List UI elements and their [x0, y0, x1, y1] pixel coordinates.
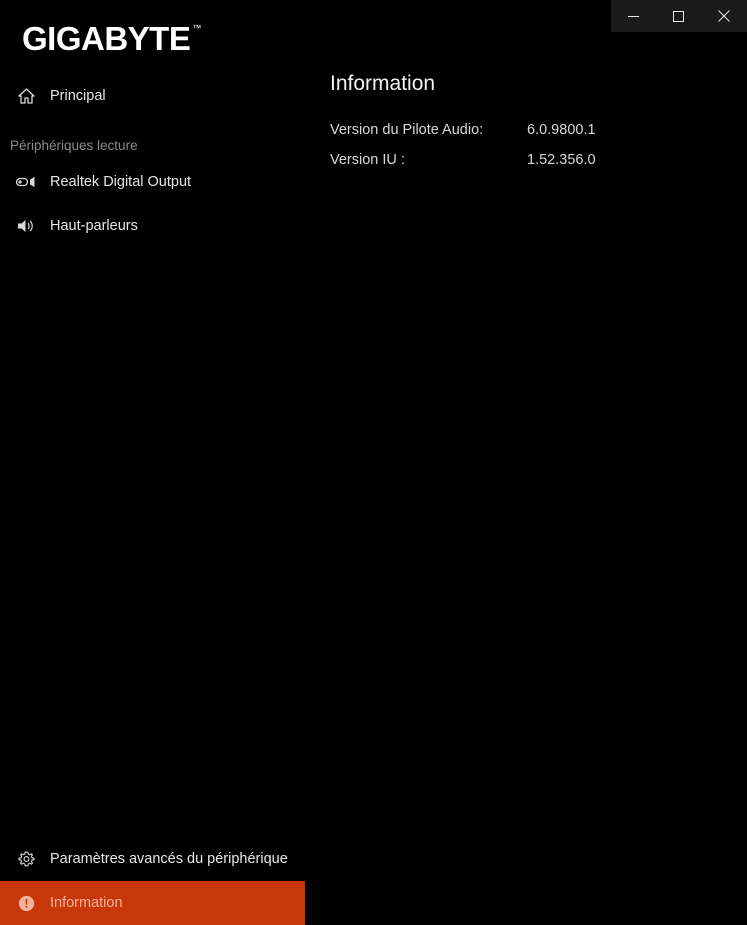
sidebar-item-haut-parleurs[interactable] [0, 204, 305, 248]
sidebar [0, 74, 305, 925]
page-title: Information [330, 72, 436, 95]
sidebar-item-information[interactable] [0, 881, 305, 925]
sidebar-item-principal-label: Principal [50, 88, 106, 104]
minimize-button[interactable] [611, 0, 656, 32]
brand-logo [22, 22, 201, 55]
maximize-button[interactable] [656, 0, 701, 32]
minimize-icon [628, 11, 639, 22]
sidebar-item-information-label: Information [50, 895, 123, 911]
sidebar-item-advanced-device-settings[interactable] [0, 837, 305, 881]
sidebar-item-advanced-device-settings-label: Paramètres avancés du périphérique [50, 851, 288, 867]
info-label-audio-driver-version: Version du Pilote Audio: [330, 122, 484, 138]
trademark-symbol: ™ [192, 23, 202, 33]
brand-name: GIGABYTE [22, 20, 191, 57]
sidebar-item-principal[interactable] [0, 74, 305, 118]
digital-output-icon [10, 175, 42, 189]
sidebar-item-realtek-digital-output[interactable] [0, 160, 305, 204]
info-value-ui-version: 1.52.356.0 [527, 152, 596, 168]
info-value-audio-driver-version: 6.0.9800.1 [527, 122, 596, 138]
info-row-ui-version [330, 152, 747, 168]
sidebar-bottom-nav [0, 837, 305, 925]
home-icon [10, 88, 42, 104]
gear-icon [10, 851, 42, 868]
close-button[interactable] [702, 0, 747, 32]
info-label-ui-version: Version IU : [330, 152, 405, 168]
speaker-icon [10, 218, 42, 234]
sidebar-section-playback-devices: Périphériques lecture [10, 137, 138, 153]
info-row-audio-driver-version [330, 122, 747, 138]
close-icon [718, 10, 730, 22]
main-content [330, 72, 747, 182]
maximize-icon [673, 11, 684, 22]
window-titlebar [611, 0, 747, 32]
sidebar-item-realtek-digital-output-label: Realtek Digital Output [50, 174, 192, 190]
sidebar-item-haut-parleurs-label: Haut-parleurs [50, 218, 138, 234]
info-icon [10, 895, 42, 912]
